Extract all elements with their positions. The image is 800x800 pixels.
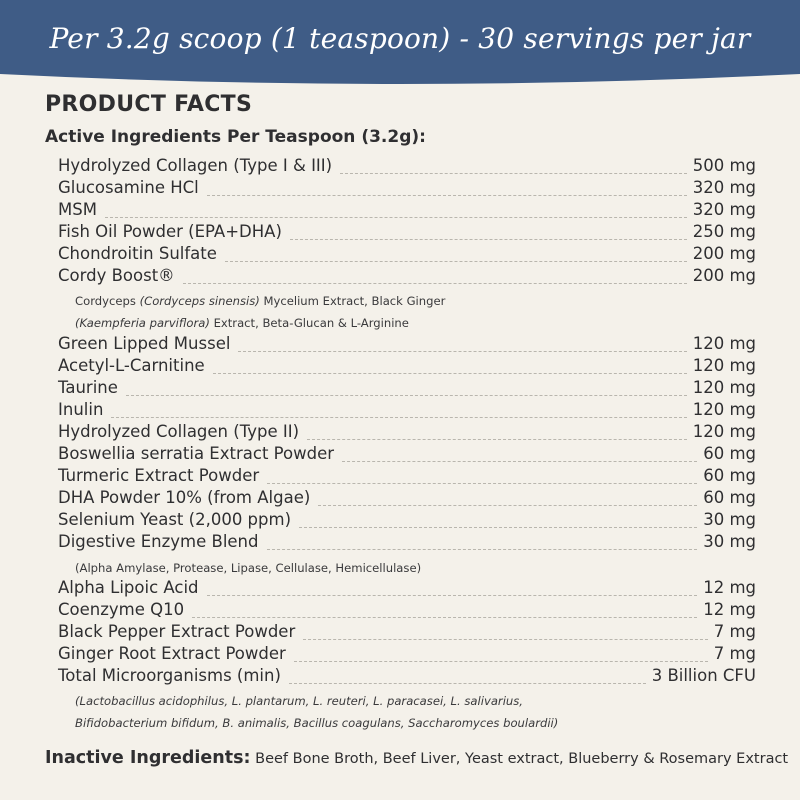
inactive-ingredients-label: Inactive Ingredients:: [45, 748, 251, 768]
ingredient-name: Selenium Yeast (2,000 ppm): [58, 510, 292, 529]
ingredient-row: [58, 444, 756, 466]
ingredient-row: [58, 244, 756, 266]
ingredient-row: [58, 222, 756, 244]
leader-line: [192, 617, 697, 618]
leader-line: [267, 549, 698, 550]
ingredient-amount: 120 mg: [692, 378, 756, 397]
ingredient-row: [58, 156, 756, 178]
ingredient-row: [58, 622, 756, 644]
ingredient-row: [58, 666, 756, 688]
leader-line: [183, 283, 687, 284]
ingredient-amount: 30 mg: [703, 532, 756, 551]
ingredient-row: [58, 600, 756, 622]
leader-line: [290, 239, 687, 240]
ingredient-row: [58, 378, 756, 400]
ingredient-name: Alpha Lipoic Acid: [58, 578, 199, 597]
note-latin-name: Bifidobacterium bifidum, B. animalis, Bacillus coagulans, Saccharomyces boulardii): [75, 716, 559, 730]
active-ingredients-heading: Active Ingredients Per Teaspoon (3.2g):: [45, 127, 426, 147]
ingredient-name: Digestive Enzyme Blend: [58, 532, 259, 551]
ingredient-name: DHA Powder 10% (from Algae): [58, 488, 311, 507]
leader-line: [318, 505, 697, 506]
page-title: PRODUCT FACTS: [45, 92, 253, 117]
inactive-ingredients: [45, 748, 788, 768]
note-text: Mycelium Extract, Black Ginger: [259, 294, 446, 308]
ingredient-row: [58, 510, 756, 532]
ingredient-name: Cordy Boost®: [58, 266, 175, 285]
ingredient-name: Taurine: [58, 378, 118, 397]
ingredient-name: Glucosamine HCl: [58, 178, 199, 197]
serving-size-text: Per 3.2g scoop (1 teaspoon) - 30 servings per jar: [49, 22, 751, 55]
ingredient-row: [58, 334, 756, 356]
leader-line: [126, 395, 687, 396]
leader-line: [111, 417, 686, 418]
ingredient-name: Fish Oil Powder (EPA+DHA): [58, 222, 282, 241]
serving-banner: [0, 0, 800, 92]
ingredient-amount: 120 mg: [692, 422, 756, 441]
ingredient-name: Hydrolyzed Collagen (Type II): [58, 422, 300, 441]
note-latin-name: (Kaempferia parviflora): [75, 316, 210, 330]
leader-line: [307, 439, 687, 440]
ingredient-row: [58, 644, 756, 666]
microorganisms-note-line-2: [75, 716, 558, 730]
ingredient-row: [58, 266, 756, 288]
cordy-boost-note-line-2: [75, 316, 409, 330]
ingredient-name: Ginger Root Extract Powder: [58, 644, 286, 663]
ingredient-amount: 12 mg: [703, 600, 756, 619]
leader-line: [289, 683, 646, 684]
ingredient-name: Acetyl-L-Carnitine: [58, 356, 205, 375]
ingredient-amount: 120 mg: [692, 334, 756, 353]
ingredient-row: [58, 466, 756, 488]
note-latin-name: (Cordyceps sinensis): [139, 294, 260, 308]
ingredient-row: [58, 532, 756, 554]
leader-line: [267, 483, 697, 484]
leader-line: [342, 461, 697, 462]
ingredient-name: Hydrolyzed Collagen (Type I & III): [58, 156, 333, 175]
ingredient-row: [58, 488, 756, 510]
ingredient-name: Turmeric Extract Powder: [58, 466, 260, 485]
ingredient-amount: 500 mg: [692, 156, 756, 175]
leader-line: [299, 527, 697, 528]
leader-line: [207, 595, 698, 596]
note-text: Extract, Beta-Glucan & L-Arginine: [209, 316, 409, 330]
leader-line: [225, 261, 687, 262]
ingredient-row: [58, 200, 756, 222]
ingredient-amount: 120 mg: [692, 400, 756, 419]
ingredient-name: Green Lipped Mussel: [58, 334, 231, 353]
ingredient-amount: 200 mg: [692, 266, 756, 285]
ingredient-amount: 120 mg: [692, 356, 756, 375]
ingredient-amount: 12 mg: [703, 578, 756, 597]
leader-line: [340, 173, 687, 174]
note-latin-name: (Lactobacillus acidophilus, L. plantarum, L. reuteri, L. paracasei, L. salivarius,: [75, 694, 523, 708]
ingredient-name: Coenzyme Q10: [58, 600, 185, 619]
cordy-boost-note-line-1: [75, 294, 445, 308]
leader-line: [303, 639, 707, 640]
microorganisms-note-line-1: [75, 694, 523, 708]
ingredient-amount: 250 mg: [692, 222, 756, 241]
ingredient-name: Boswellia serratia Extract Powder: [58, 444, 335, 463]
ingredient-name: Black Pepper Extract Powder: [58, 622, 296, 641]
ingredient-row: [58, 400, 756, 422]
ingredient-row: [58, 422, 756, 444]
ingredient-row: [58, 178, 756, 200]
inactive-ingredients-list: Beef Bone Broth, Beef Liver, Yeast extract, Blueberry & Rosemary Extract: [250, 751, 789, 767]
ingredient-amount: 3 Billion CFU: [651, 666, 756, 685]
ingredient-name: Chondroitin Sulfate: [58, 244, 217, 263]
enzyme-blend-note: (Alpha Amylase, Protease, Lipase, Cellulase, Hemicellulase): [75, 561, 422, 575]
ingredient-amount: 7 mg: [713, 644, 756, 663]
ingredient-row: [58, 578, 756, 600]
leader-line: [294, 661, 708, 662]
ingredient-row: [58, 356, 756, 378]
leader-line: [213, 373, 687, 374]
ingredient-amount: 320 mg: [692, 178, 756, 197]
ingredient-name: Total Microorganisms (min): [58, 666, 281, 685]
ingredient-amount: 30 mg: [703, 510, 756, 529]
ingredient-name: Inulin: [58, 400, 104, 419]
leader-line: [207, 195, 687, 196]
ingredient-amount: 7 mg: [713, 622, 756, 641]
note-text: Cordyceps: [75, 294, 140, 308]
ingredient-name: MSM: [58, 200, 97, 219]
ingredient-amount: 60 mg: [703, 466, 756, 485]
leader-line: [238, 351, 686, 352]
ingredient-amount: 320 mg: [692, 200, 756, 219]
ingredient-amount: 60 mg: [703, 488, 756, 507]
ingredient-amount: 60 mg: [703, 444, 756, 463]
ingredient-amount: 200 mg: [692, 244, 756, 263]
leader-line: [105, 217, 687, 218]
